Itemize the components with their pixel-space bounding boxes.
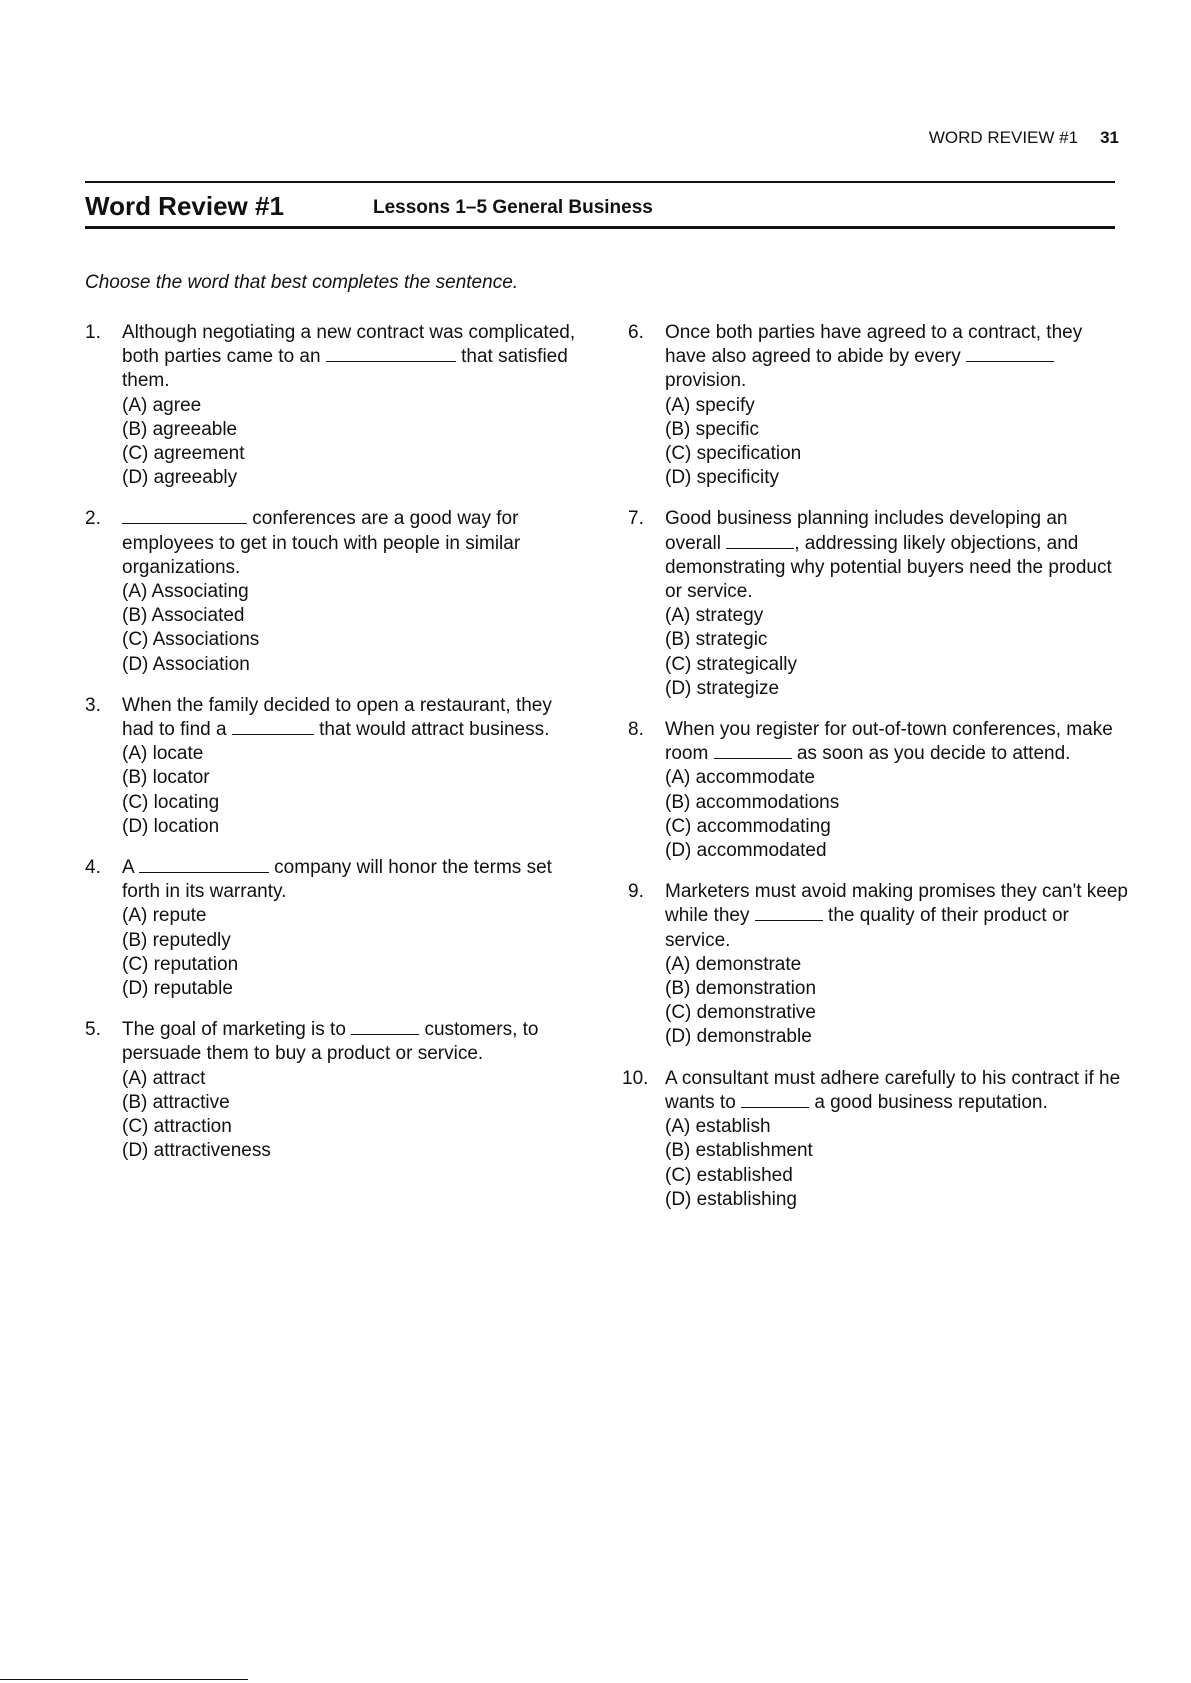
answer-option: (D) accommodated	[665, 840, 827, 862]
answer-option: (A) locate	[122, 743, 204, 765]
answer-option: (D) location	[122, 815, 220, 837]
question-item	[85, 507, 585, 676]
question-item	[622, 1067, 1128, 1212]
question-stem	[665, 1067, 1128, 1115]
question-stem	[122, 1018, 585, 1066]
question-number: 5.	[85, 1019, 101, 1041]
question-number: 3.	[85, 694, 101, 716]
question-item	[85, 321, 585, 490]
question-number: 10.	[622, 1067, 649, 1089]
answer-options	[122, 580, 585, 677]
answer-option: (A) attract	[122, 1067, 206, 1089]
question-number: 6.	[628, 322, 644, 343]
stem-text: Although negotiating a new contract was complicated, both parties came to an	[122, 322, 576, 368]
question-item	[628, 321, 1128, 490]
answer-option: (B) specific	[665, 418, 759, 440]
running-head	[929, 128, 1119, 148]
answer-option: (D) Association	[122, 653, 250, 675]
question-number: 9.	[628, 881, 644, 903]
footer-rule	[0, 1679, 248, 1680]
page-number: 31	[1100, 128, 1119, 147]
stem-text: customers, to persuade them to buy a product or service.	[122, 1019, 539, 1065]
answer-option: (C) locating	[122, 791, 220, 813]
header-rule-top	[85, 181, 1115, 183]
answer-option: (B) establishment	[665, 1140, 813, 1162]
answer-options	[122, 394, 585, 491]
stem-text: Marketers must avoid making promises they can't keep while they	[665, 881, 1128, 927]
question-stem	[665, 718, 1128, 766]
stem-text: When the family decided to open a restaurant, they had to find a	[122, 694, 552, 741]
instructions: Choose the word that best completes the sentence.	[85, 272, 519, 293]
answer-option: (B) demonstration	[665, 978, 817, 1000]
answer-blank	[232, 718, 314, 735]
answer-option: (D) specificity	[665, 467, 780, 489]
answer-blank	[122, 507, 247, 524]
page-title: Word Review #1	[85, 191, 284, 221]
answer-option: (D) strategize	[665, 677, 780, 699]
page-subtitle: Lessons 1–5 General Business	[373, 197, 653, 218]
answer-option: (D) reputable	[122, 978, 233, 1000]
answer-blank	[726, 532, 794, 549]
stem-text: as soon as you decide to attend.	[791, 743, 1071, 765]
stem-text: provision.	[665, 370, 747, 392]
answer-option: (D) establishing	[665, 1188, 797, 1210]
questions-column-left	[85, 321, 585, 1181]
stem-text: conferences are a good way for employees to get in touch with people in similar organizations.	[122, 508, 521, 578]
stem-text: The goal of marketing is to	[122, 1019, 352, 1041]
question-item	[628, 880, 1128, 1049]
answer-options	[665, 1115, 1128, 1212]
question-item	[85, 694, 585, 839]
answer-options	[122, 1067, 585, 1164]
answer-option: (C) accommodating	[665, 815, 831, 837]
answer-options	[665, 604, 1128, 701]
answer-option: (B) reputedly	[122, 929, 231, 951]
question-item	[628, 507, 1128, 701]
questions-column-right	[622, 321, 1128, 1229]
answer-options	[665, 394, 1128, 491]
answer-options	[665, 766, 1128, 863]
answer-option: (C) established	[665, 1164, 793, 1186]
answer-option: (A) demonstrate	[665, 953, 802, 975]
answer-option: (D) demonstrable	[665, 1026, 812, 1048]
stem-text: When you register for out-of-town conferences, make room	[665, 719, 1113, 765]
stem-text: A consultant must adhere carefully to his contract if he wants to	[665, 1067, 1121, 1113]
answer-options	[122, 904, 585, 1001]
question-number: 1.	[85, 322, 101, 343]
answer-option: (A) strategy	[665, 605, 764, 627]
stem-text: Once both parties have agreed to a contract, they have also agreed to abide by every	[665, 322, 1083, 368]
question-stem	[665, 880, 1128, 953]
question-item	[85, 856, 585, 1001]
question-stem	[122, 321, 585, 394]
question-stem	[122, 694, 585, 742]
question-stem	[665, 507, 1128, 604]
answer-option: (B) strategic	[665, 629, 768, 651]
answer-option: (C) attraction	[122, 1116, 232, 1138]
answer-option: (A) establish	[665, 1116, 771, 1138]
answer-option: (B) attractive	[122, 1091, 230, 1113]
question-item	[628, 718, 1128, 863]
answer-blank	[326, 345, 456, 362]
answer-option: (A) specify	[665, 394, 755, 416]
question-stem	[122, 507, 585, 580]
question-number: 7.	[628, 508, 644, 530]
answer-option: (A) accommodate	[665, 767, 815, 789]
stem-text: that would attract business.	[313, 719, 550, 741]
answer-option: (D) attractiveness	[122, 1140, 271, 1162]
answer-option: (B) Associated	[122, 605, 245, 627]
answer-blank	[139, 856, 269, 873]
answer-option: (D) agreeably	[122, 467, 238, 489]
running-head-text: WORD REVIEW #1	[928, 128, 1079, 147]
answer-blank	[351, 1018, 419, 1035]
answer-option: (C) agreement	[122, 443, 245, 465]
answer-option: (C) reputation	[122, 953, 239, 975]
stem-text: , addressing likely objections, and demonstrating why potential buyers need the product or service.	[665, 532, 1112, 603]
stem-text: Good business planning includes developing an overall	[665, 508, 1068, 554]
answer-option: (C) strategically	[665, 653, 797, 675]
answer-option: (B) agreeable	[122, 418, 238, 440]
stem-text: company will honor the terms set forth in its warranty.	[122, 857, 552, 903]
answer-blank	[755, 904, 823, 921]
stem-text: the quality of their product or service.	[665, 905, 1069, 951]
answer-blank	[741, 1091, 809, 1108]
question-number: 8.	[628, 719, 644, 741]
question-stem	[122, 856, 585, 904]
answer-option: (A) Associating	[122, 581, 249, 603]
question-item	[85, 1018, 585, 1163]
answer-blank	[966, 345, 1054, 362]
stem-text: that satisfied them.	[122, 346, 568, 392]
question-number: 2.	[85, 508, 101, 530]
answer-blank	[714, 742, 792, 759]
answer-option: (C) demonstrative	[665, 1002, 816, 1024]
answer-options	[665, 953, 1128, 1050]
question-number: 4.	[85, 857, 101, 879]
answer-option: (B) accommodations	[665, 791, 840, 813]
answer-option: (C) Associations	[122, 629, 260, 651]
answer-option: (B) locator	[122, 767, 210, 789]
stem-text: A	[122, 857, 139, 879]
question-stem	[665, 321, 1128, 394]
answer-option: (C) specification	[665, 443, 802, 465]
answer-options	[122, 742, 585, 839]
answer-option: (A) repute	[122, 905, 207, 927]
answer-option: (A) agree	[122, 394, 202, 416]
stem-text: a good business reputation.	[809, 1091, 1048, 1113]
header-rule-bottom	[85, 226, 1115, 229]
